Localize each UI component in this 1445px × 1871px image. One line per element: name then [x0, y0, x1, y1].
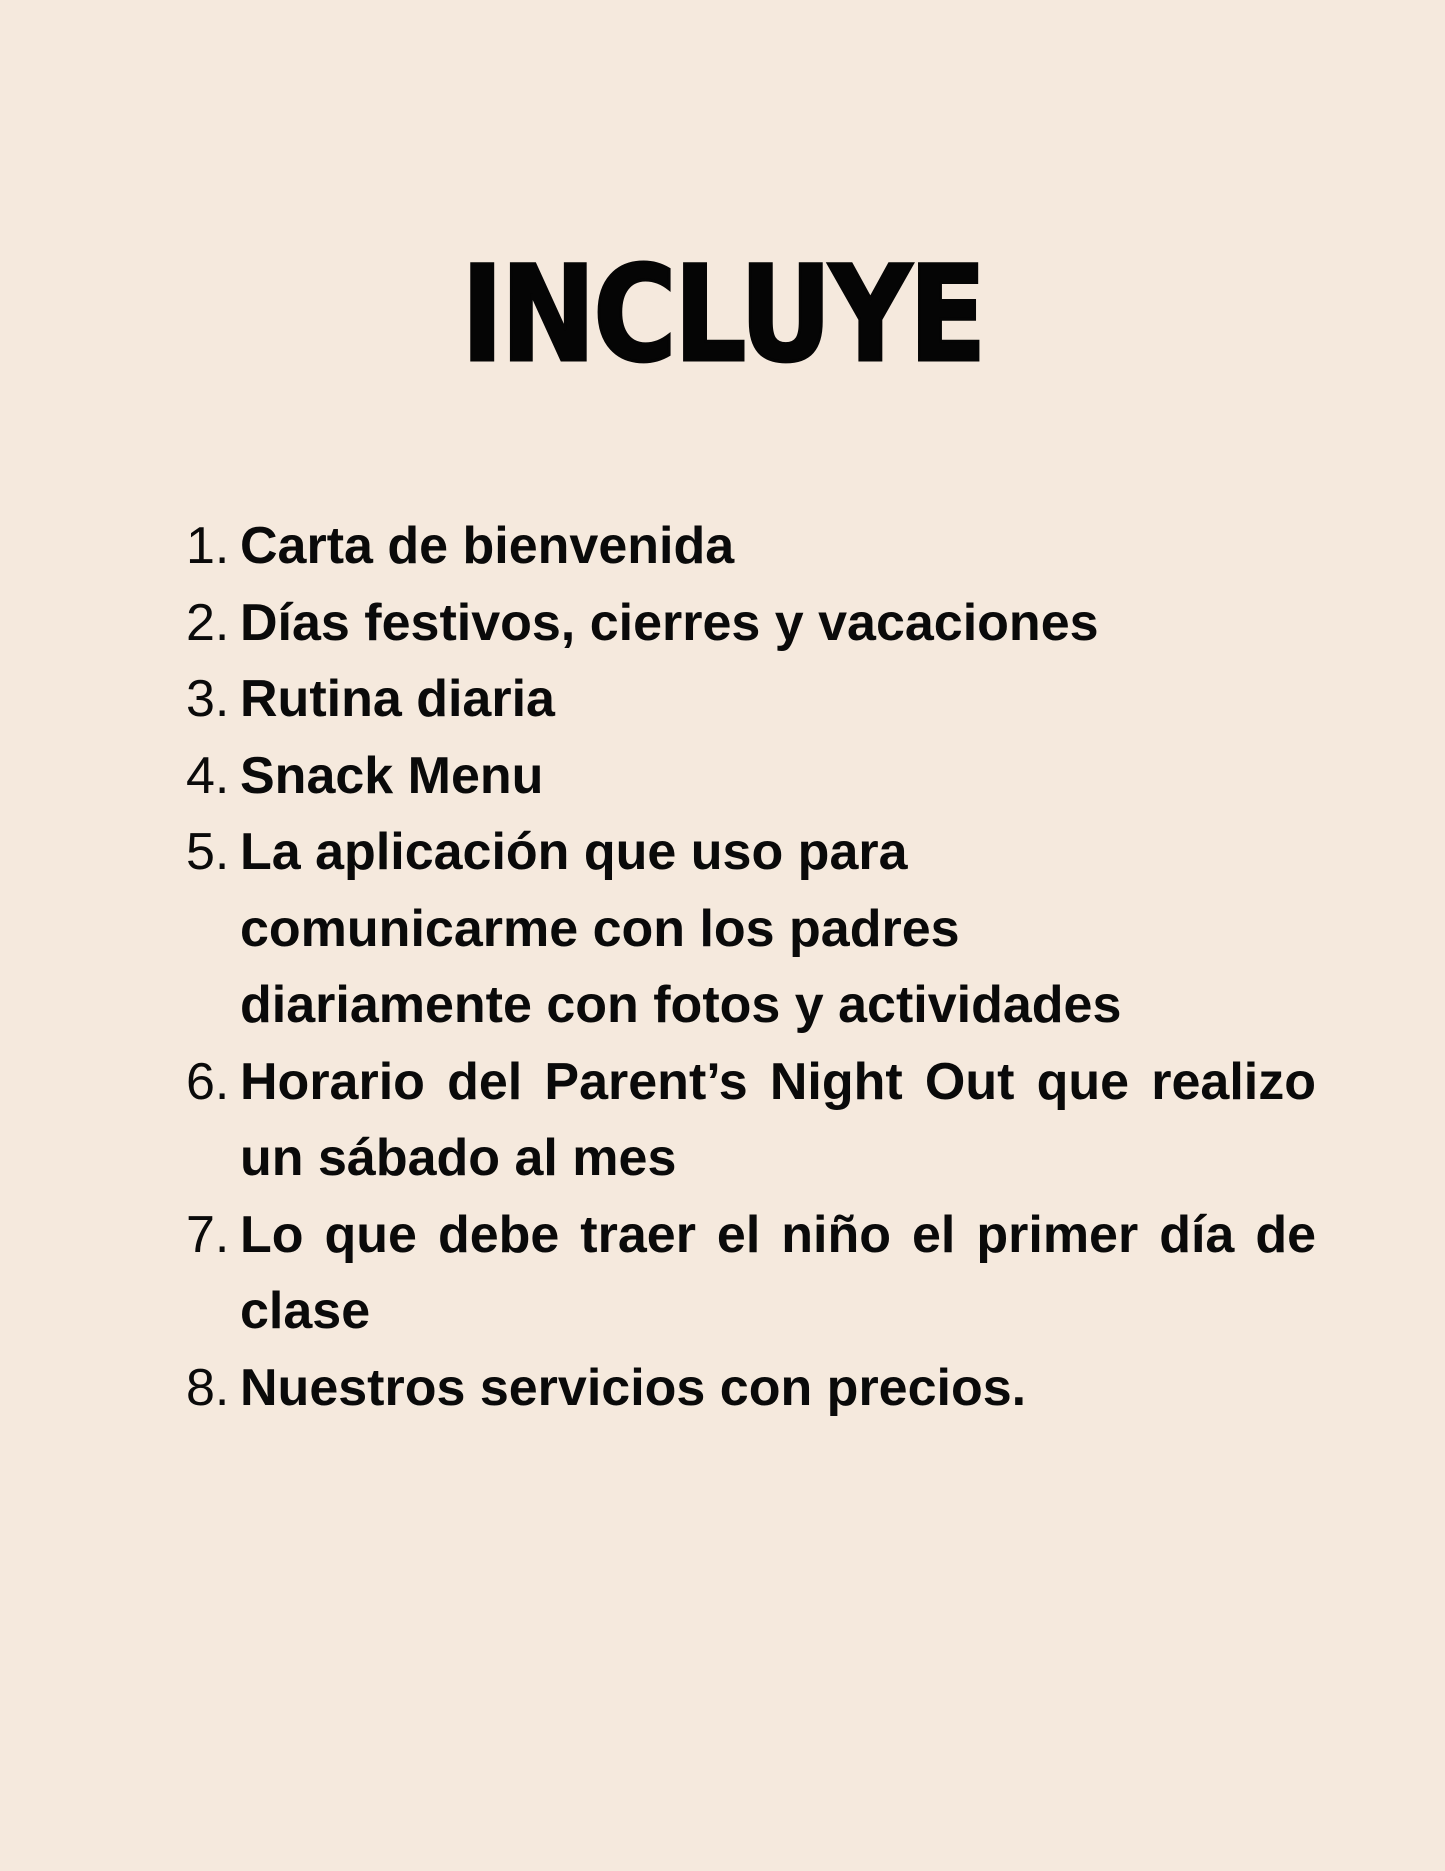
list-item-text	[240, 661, 1316, 738]
list-item-line: Carta de bienvenida	[240, 517, 735, 575]
list-item-3	[186, 661, 1316, 738]
list-item-text	[240, 585, 1316, 662]
list-item-line: Nuestros servicios con precios.	[240, 1358, 1027, 1417]
list-item-text: Lo que debe traer el niño el primer día de clase	[240, 1205, 1316, 1340]
list-item-text	[240, 508, 1316, 585]
list-item-line: La aplicación que uso para	[240, 823, 908, 881]
list-item-text	[240, 1350, 1316, 1427]
list-item-line: Rutina diaria	[240, 670, 555, 728]
list-item-number: 4.	[186, 746, 230, 805]
list-item-text	[240, 814, 1316, 1044]
list-item-number: 6.	[186, 1052, 230, 1111]
list-item-8	[186, 1350, 1316, 1427]
list-item-number: 3.	[186, 670, 230, 728]
list-item-6	[186, 1044, 1316, 1197]
included-items-list	[186, 508, 1316, 1426]
list-item-4	[186, 738, 1316, 815]
list-item-number: 7.	[186, 1205, 230, 1264]
list-item-5	[186, 814, 1316, 1044]
list-item-number: 8.	[186, 1358, 230, 1417]
list-item-7	[186, 1197, 1316, 1350]
list-item-number: 1.	[186, 517, 230, 575]
list-item-line: comunicarme con los padres	[240, 899, 960, 958]
page-title: INCLUYE	[461, 238, 984, 392]
list-item-2	[186, 585, 1316, 662]
list-item-text: Horario del Parent’s Night Out que realizo un sábado al mes	[240, 1052, 1316, 1187]
list-item-number: 2.	[186, 593, 230, 652]
list-item-1	[186, 508, 1316, 585]
list-item-number: 5.	[186, 823, 230, 881]
list-item-text	[240, 738, 1316, 815]
list-item-line: diariamente con fotos y actividades	[240, 976, 1122, 1034]
list-item-line: Snack Menu	[240, 746, 544, 805]
list-item-line: Días festivos, cierres y vacaciones	[240, 593, 1099, 652]
